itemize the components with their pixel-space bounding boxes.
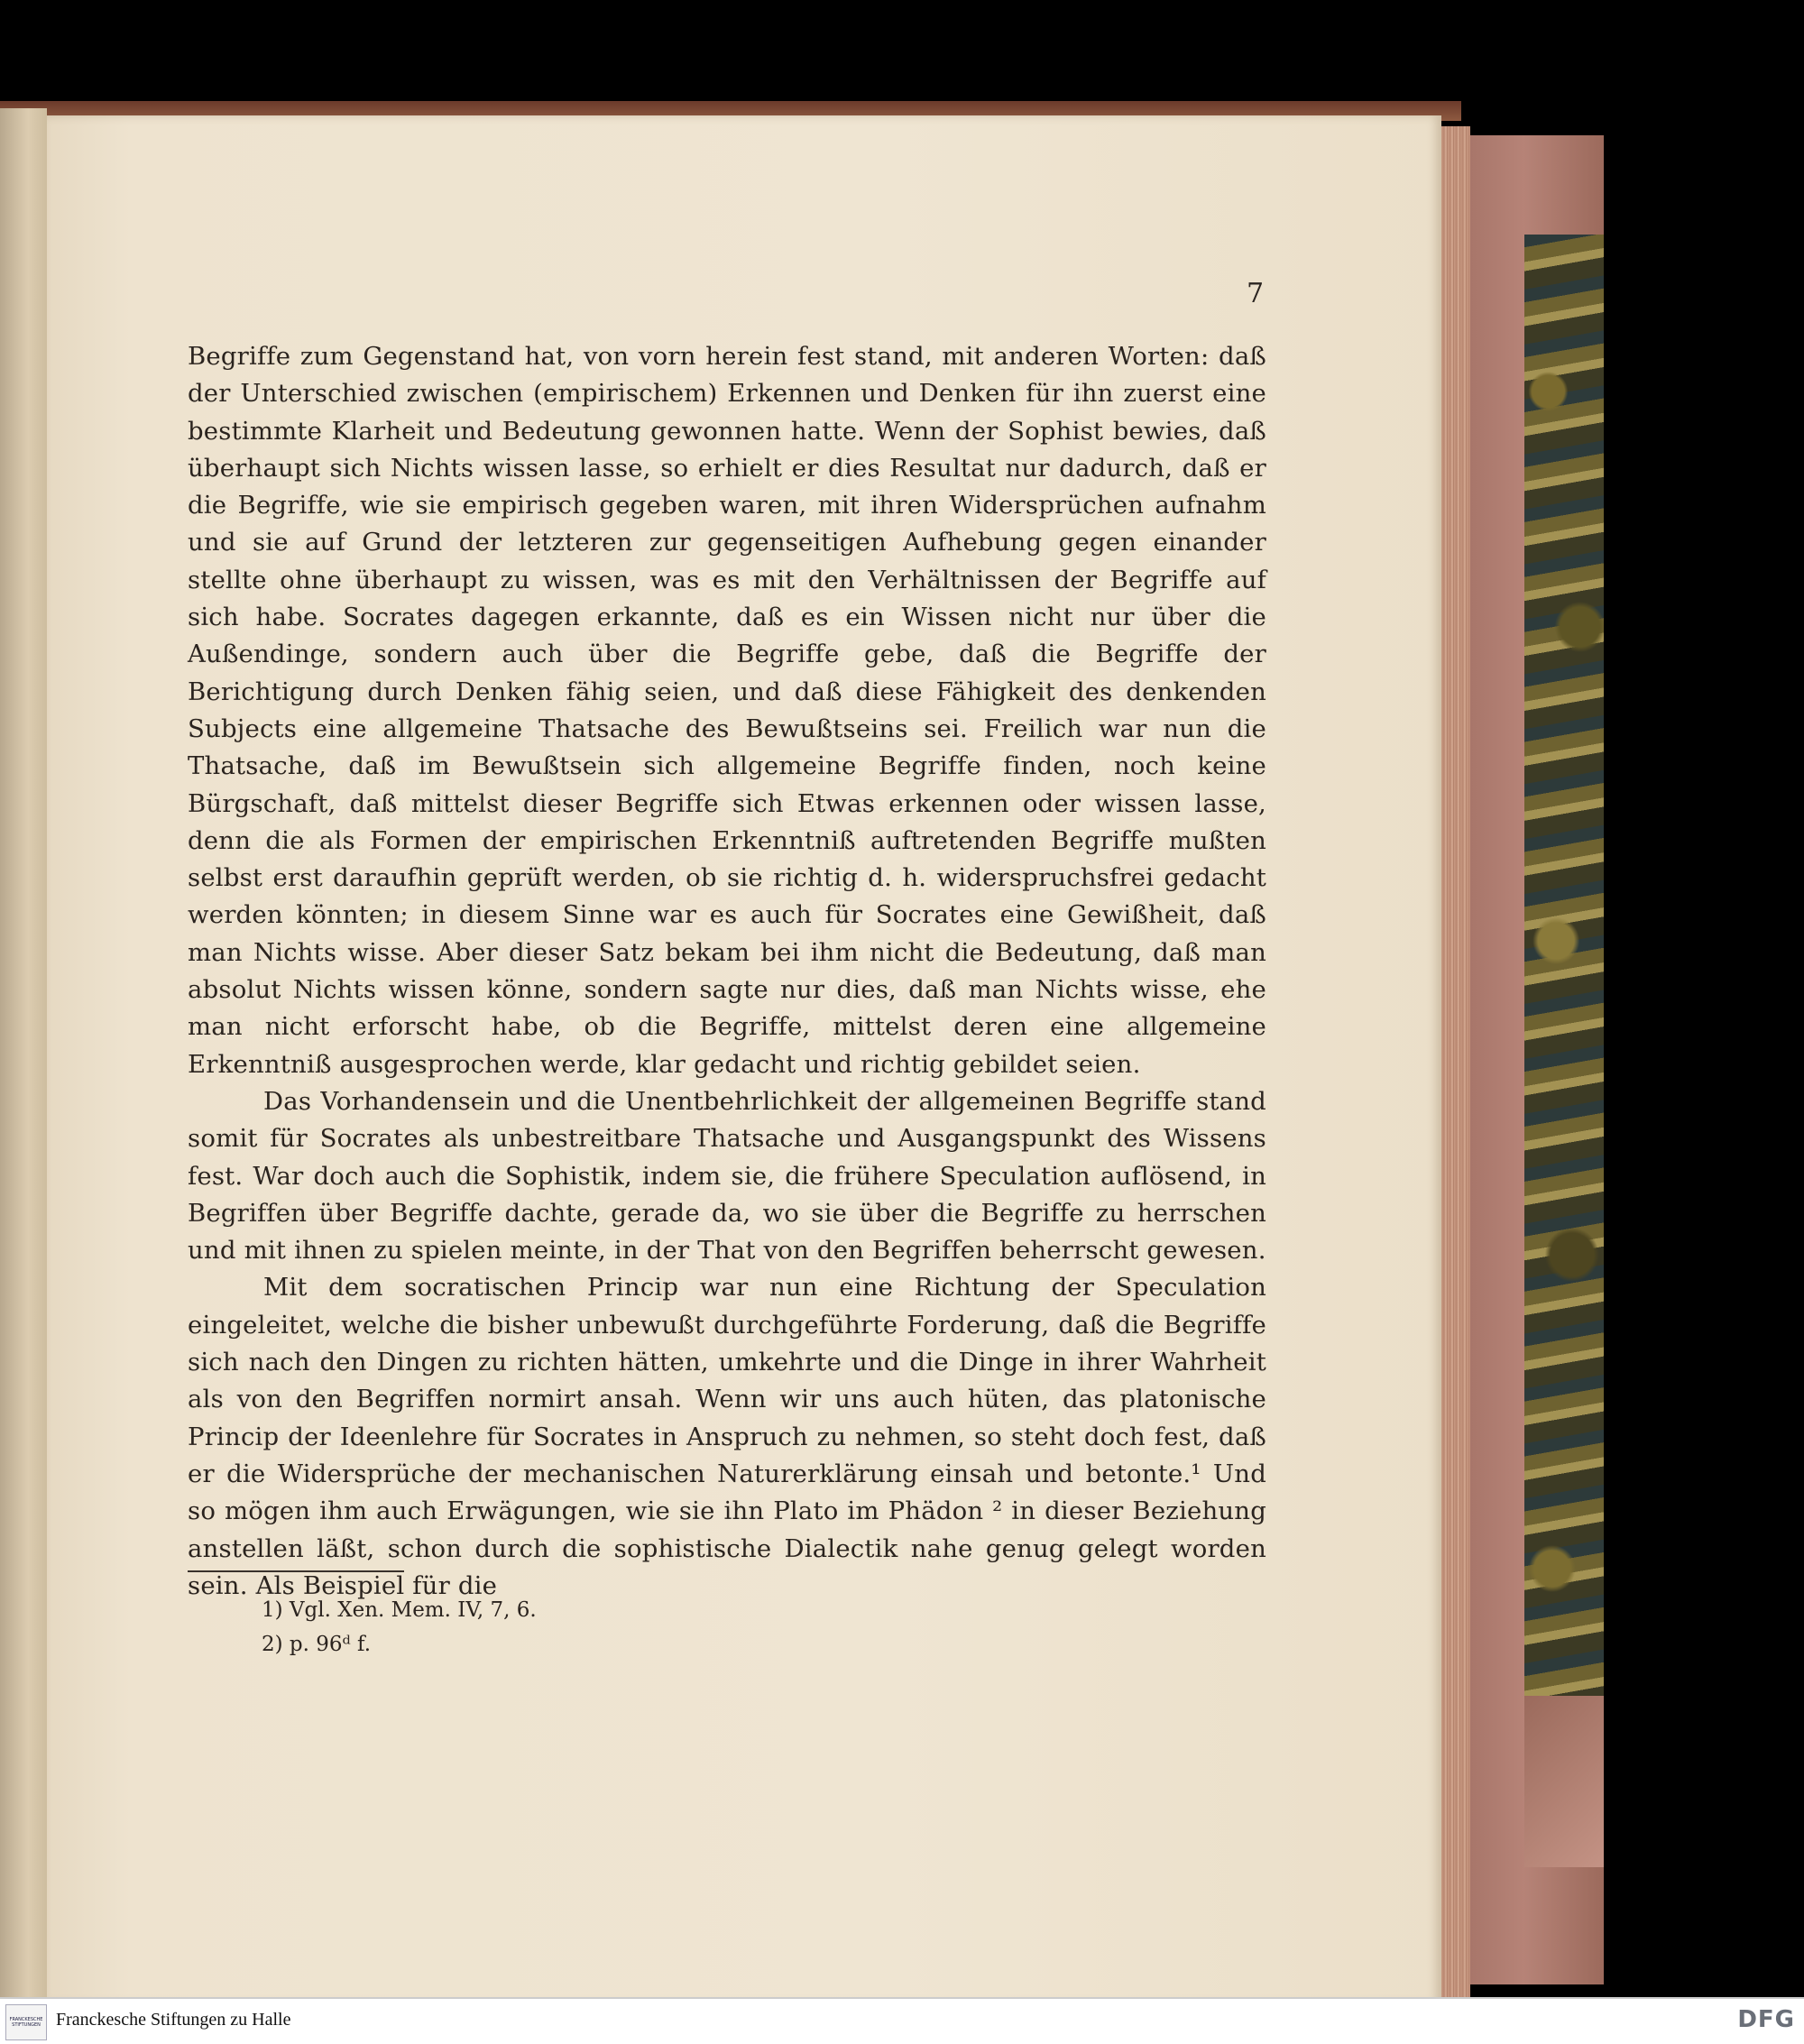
footnotes: [262, 1593, 537, 1662]
viewer-footer: [0, 1997, 1804, 2044]
footnote-divider: [188, 1570, 404, 1572]
paragraph: Mit dem socratischen Princip war nun eine Richtung der Speculation eingeleitet, welche die bisher unbewußt durchgeführte Forderung, daß die Begriffe sich nach den Dingen zu richten hätten, umkehrte und die Dinge in ihrer Wahrheit als von den Begriffen normirt ansah. Wenn wir uns auch hüten, das platonische Princip der Ideenlehre für Socrates in Anspruch zu nehmen, so steht doch fest, daß er die Widersprüche der mechanischen Naturerklärung einsah und betonte.¹ Und so mögen ihm auch Erwägungen, wie sie ihn Plato im Phädon ² in dieser Beziehung anstellen läßt, schon durch die sophistische Dialectik nahe genug gelegt worden sein. Als Beispiel für die: [188, 1273, 1266, 1600]
body-text: [188, 338, 1266, 1605]
dfg-logo[interactable]: DFG: [1737, 2006, 1795, 2033]
marbled-cover: [1524, 235, 1604, 1804]
footnote: 1) Vgl. Xen. Mem. IV, 7, 6.: [262, 1598, 537, 1622]
institution-name[interactable]: Franckesche Stiftungen zu Halle: [56, 2010, 291, 2030]
paragraph: Das Vorhandensein und die Unentbehrlichkeit der allgemeinen Begriffe stand somit für Socrates als unbestreitbare Thatsache und Ausgangspunkt des Wissens fest. War doch auch die Sophistik, indem sie, die frühere Speculation auflösend, in Begriffen über Begriffe dachte, gerade da, wo sie über die Begriffe zu herrschen und mit ihnen zu spielen meinte, in der That von den Begriffen beherrscht gewesen.: [188, 1086, 1266, 1266]
institution-logo: [5, 2004, 47, 2040]
paragraph: Begriffe zum Gegenstand hat, von vorn herein fest stand, mit anderen Worten: daß der Unterschied zwischen (empirischem) Erkennen und Denken für ihn zuerst eine bestimmte Klarheit und Bedeutung gewonnen hatte. Wenn der Sophist bewies, daß überhaupt sich Nichts wissen lasse, so erhielt er dies Resultat nur dadurch, daß er die Begriffe, wie sie empirisch gegeben waren, mit ihren Widersprüchen aufnahm und sie auf Grund der letzteren zur gegenseitigen Aufhebung gegen einander stellte ohne überhaupt zu wissen, was es mit den Verhältnissen der Begriffe auf sich habe. Socrates dagegen erkannte, daß es ein Wissen nicht nur über die Außendinge, sondern auch über die Begriffe gebe, daß die Begriffe der Berichtigung durch Denken fähig seien, und daß diese Fähigkeit des denkenden Subjects eine allgemeine Thatsache des Bewußtseins sei. Freilich war nun die Thatsache, daß im Bewußtsein sich allgemeine Begriffe finden, noch keine Bürgschaft, daß mittelst dieser Begriffe sich Etwas erkennen oder wissen lasse, denn die als Formen der empirischen Erkenntniß auftretenden Begriffe mußten selbst erst daraufhin geprüft werden, ob sie richtig d. h. widerspruchsfrei gedacht werden könnten; in diesem Sinne war es auch für Socrates eine Gewißheit, daß man Nichts wisse. Aber dieser Satz bekam bei ihm nicht die Bedeutung, daß man absolut Nichts wissen könne, sondern sagte nur dies, daß man Nichts wisse, ehe man nicht erforscht habe, ob die Begriffe, mittelst deren eine allgemeine Erkenntniß ausgesprochen werde, klar gedacht und richtig gebildet seien.: [188, 342, 1266, 1079]
logo-text: FRANCKESCHE STIFTUNGEN: [9, 2017, 43, 2028]
page-block-edges: [1441, 126, 1470, 2003]
cover-corner: [1524, 1696, 1604, 1867]
footnote: 2) p. 96ᵈ f.: [262, 1633, 372, 1656]
page-number: 7: [1247, 278, 1265, 309]
left-page-edge: [0, 108, 47, 2012]
